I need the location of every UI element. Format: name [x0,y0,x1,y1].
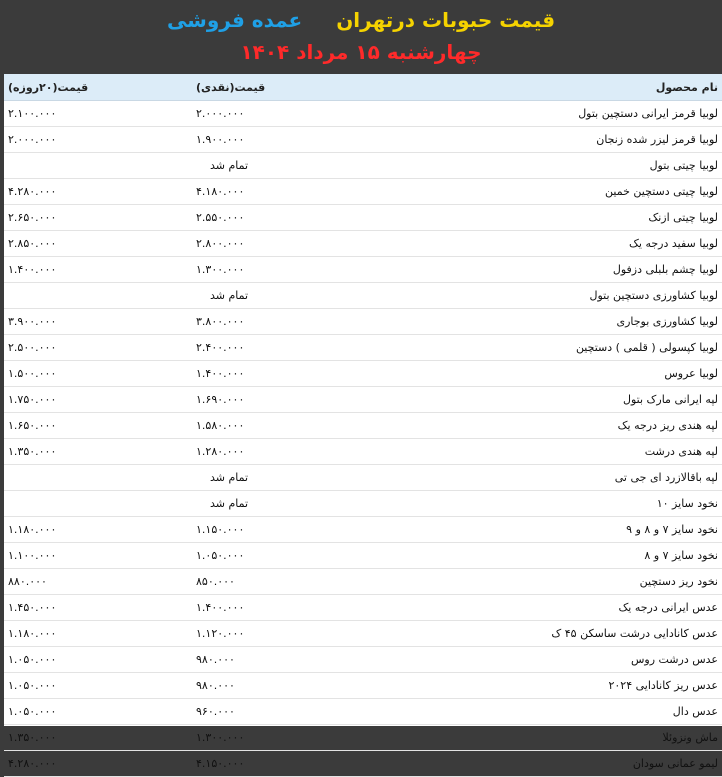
product-name-cell: لوبیا کشاورزی بوجاری [377,309,722,335]
cash-price-cell: ۱.۴۰۰.۰۰۰ [190,595,377,621]
cash-price-cell: ۱.۱۲۰.۰۰۰ [190,621,377,647]
term-price-cell: ۱.۳۵۰.۰۰۰ [4,725,190,751]
table-row [4,725,722,751]
price-table [4,74,722,777]
page-title: قیمت حبوبات درتهران [336,8,556,32]
table-row [4,621,722,647]
table-row [4,283,722,309]
table-row [4,309,722,335]
product-name-cell: لیمو عمانی سودان [377,751,722,777]
product-name-cell: لوبیا چیتی بتول [377,153,722,179]
cash-price-cell: تمام شد [190,491,377,517]
term-price-cell: ۱.۰۵۰.۰۰۰ [4,699,190,725]
term-price-cell [4,465,190,491]
page-subtitle: عمده فروشی [166,8,303,32]
table-header-row [4,74,722,101]
product-name-cell: لوبیا چشم بلبلی دزفول [377,257,722,283]
table-row [4,491,722,517]
column-header-name: نام محصول [377,74,722,101]
term-price-cell: ۲.۱۰۰.۰۰۰ [4,101,190,127]
table-row [4,335,722,361]
title-row [0,8,722,32]
table-row [4,647,722,673]
term-price-cell: ۴.۲۸۰.۰۰۰ [4,751,190,777]
product-name-cell: لپه هندی درشت [377,439,722,465]
cash-price-cell: ۹۸۰.۰۰۰ [190,647,377,673]
product-name-cell: لوبیا سفید درجه یک [377,231,722,257]
price-table-container [4,74,722,770]
product-name-cell: لپه ایرانی مارک بتول [377,387,722,413]
product-name-cell: نخود سایز ۱۰ [377,491,722,517]
term-price-cell: ۱.۶۵۰.۰۰۰ [4,413,190,439]
term-price-cell: ۲.۶۵۰.۰۰۰ [4,205,190,231]
product-name-cell: لپه هندی ریز درجه یک [377,413,722,439]
cash-price-cell: ۴.۱۵۰.۰۰۰ [190,751,377,777]
term-price-cell: ۱.۷۵۰.۰۰۰ [4,387,190,413]
term-price-cell [4,153,190,179]
term-price-cell: ۲.۵۰۰.۰۰۰ [4,335,190,361]
term-price-cell: ۱.۵۰۰.۰۰۰ [4,361,190,387]
cash-price-cell: ۱.۶۹۰.۰۰۰ [190,387,377,413]
product-name-cell: نخود ریز دستچین [377,569,722,595]
product-name-cell: نخود سایز ۷ و ۸ [377,543,722,569]
term-price-cell: ۸۸۰.۰۰۰ [4,569,190,595]
table-row [4,465,722,491]
product-name-cell: لوبیا چیتی ازنک [377,205,722,231]
product-name-cell: لوبیا قرمز لیزر شده زنجان [377,127,722,153]
table-row [4,231,722,257]
cash-price-cell: ۱.۱۵۰.۰۰۰ [190,517,377,543]
table-row [4,101,722,127]
cash-price-cell: ۹۸۰.۰۰۰ [190,673,377,699]
cash-price-cell: ۸۵۰.۰۰۰ [190,569,377,595]
product-name-cell: لوبیا کشاورزی دستچین بتول [377,283,722,309]
term-price-cell: ۱.۰۵۰.۰۰۰ [4,647,190,673]
product-name-cell: لوبیا قرمز ایرانی دستچین بتول [377,101,722,127]
table-row [4,595,722,621]
term-price-cell [4,491,190,517]
product-name-cell: لوبیا عروس [377,361,722,387]
product-name-cell: عدس کانادایی درشت ساسکن ۴۵ ک [377,621,722,647]
table-row [4,569,722,595]
date-line: چهارشنبه ۱۵ مرداد ۱۴۰۴ [240,40,482,64]
product-name-cell: لوبیا کپسولی ( قلمی ) دستچین [377,335,722,361]
product-name-cell: نخود سایز ۷ و ۸ و ۹ [377,517,722,543]
cash-price-cell: ۱.۰۵۰.۰۰۰ [190,543,377,569]
product-name-cell: عدس ایرانی درجه یک [377,595,722,621]
table-body [4,101,722,777]
cash-price-cell: ۲.۰۰۰.۰۰۰ [190,101,377,127]
cash-price-cell: ۴.۱۸۰.۰۰۰ [190,179,377,205]
term-price-cell: ۱.۴۰۰.۰۰۰ [4,257,190,283]
term-price-cell: ۳.۹۰۰.۰۰۰ [4,309,190,335]
product-name-cell: عدس ریز کانادایی ۲۰۲۴ [377,673,722,699]
table-row [4,205,722,231]
cash-price-cell: ۱.۲۸۰.۰۰۰ [190,439,377,465]
term-price-cell [4,283,190,309]
table-row [4,673,722,699]
table-row [4,439,722,465]
cash-price-cell: ۲.۴۰۰.۰۰۰ [190,335,377,361]
term-price-cell: ۱.۱۸۰.۰۰۰ [4,517,190,543]
cash-price-cell: ۳.۸۰۰.۰۰۰ [190,309,377,335]
table-row [4,387,722,413]
cash-price-cell: ۱.۴۰۰.۰۰۰ [190,361,377,387]
cash-price-cell: ۱.۹۰۰.۰۰۰ [190,127,377,153]
term-price-cell: ۴.۲۸۰.۰۰۰ [4,179,190,205]
column-header-term: قیمت(۲۰روزه) [4,74,190,101]
cash-price-cell: ۱.۵۸۰.۰۰۰ [190,413,377,439]
table-row [4,179,722,205]
term-price-cell: ۱.۰۵۰.۰۰۰ [4,673,190,699]
product-name-cell: لوبیا چیتی دستچین خمین [377,179,722,205]
term-price-cell: ۲.۸۵۰.۰۰۰ [4,231,190,257]
term-price-cell: ۱.۱۰۰.۰۰۰ [4,543,190,569]
table-row [4,543,722,569]
table-row [4,361,722,387]
table-row [4,153,722,179]
cash-price-cell: ۱.۳۰۰.۰۰۰ [190,725,377,751]
column-header-cash: قیمت(نقدی) [190,74,377,101]
product-name-cell: لپه باقالازرد ای جی تی [377,465,722,491]
table-row [4,517,722,543]
term-price-cell: ۱.۴۵۰.۰۰۰ [4,595,190,621]
cash-price-cell: تمام شد [190,283,377,309]
term-price-cell: ۱.۱۸۰.۰۰۰ [4,621,190,647]
table-row [4,257,722,283]
cash-price-cell: ۹۶۰.۰۰۰ [190,699,377,725]
table-row [4,699,722,725]
cash-price-cell: تمام شد [190,465,377,491]
product-name-cell: عدس دال [377,699,722,725]
term-price-cell: ۱.۳۵۰.۰۰۰ [4,439,190,465]
cash-price-cell: ۱.۳۰۰.۰۰۰ [190,257,377,283]
header [0,0,722,74]
product-name-cell: عدس درشت روس [377,647,722,673]
product-name-cell: ماش ونزوئلا [377,725,722,751]
table-row [4,127,722,153]
table-row [4,413,722,439]
cash-price-cell: تمام شد [190,153,377,179]
term-price-cell: ۲.۰۰۰.۰۰۰ [4,127,190,153]
table-row [4,751,722,777]
cash-price-cell: ۲.۸۰۰.۰۰۰ [190,231,377,257]
cash-price-cell: ۲.۵۵۰.۰۰۰ [190,205,377,231]
